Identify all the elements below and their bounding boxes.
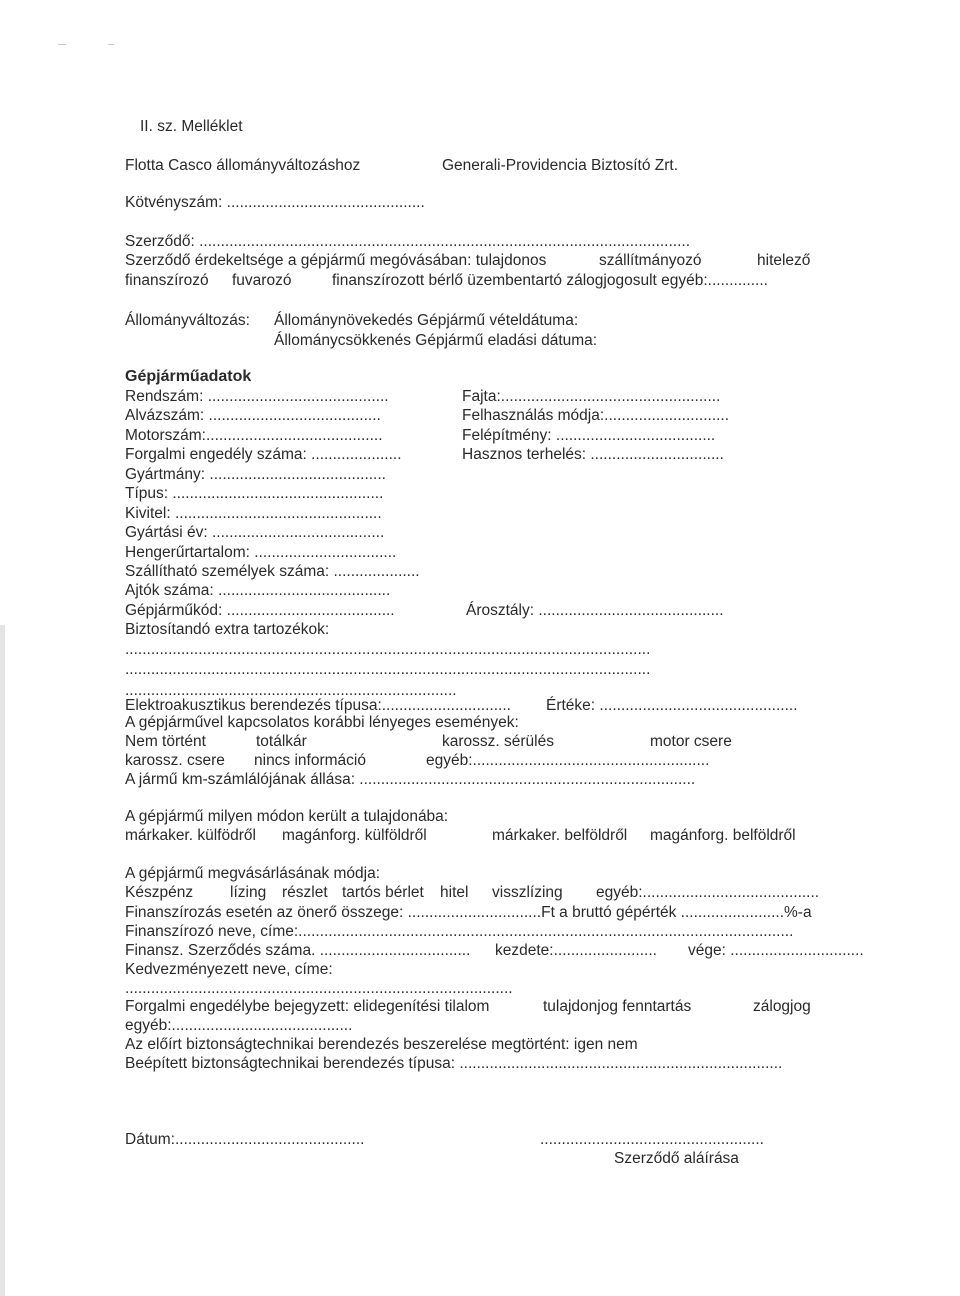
change-label: Állományváltozás: xyxy=(125,312,250,329)
field-gyartmany: Gyártmány: ......................................... xyxy=(125,466,386,483)
field-alvazszam: Alvázszám: ........................................ xyxy=(125,407,381,424)
extras-line: .......................................................................................................................... xyxy=(125,661,651,678)
insurer-name: Generali-Providencia Biztosító Zrt. xyxy=(442,157,679,174)
event-option-total: totálkár xyxy=(256,733,307,750)
acquisition-label: A gépjármű milyen módon került a tulajdonába: xyxy=(125,808,449,825)
scan-mark xyxy=(58,44,66,45)
registration-option-other: egyéb:.......................................... xyxy=(125,1017,353,1034)
extras-label: Biztosítandó extra tartozékok: xyxy=(125,621,330,638)
interest-option-financer: finanszírozó xyxy=(125,272,209,289)
field-felhasznalas: Felhasználás módja:............................. xyxy=(462,407,730,424)
field-contract-number: Finansz. Szerződés száma. ................................... xyxy=(125,942,471,959)
field-hasznos-terheles: Hasznos terhelés: ............................... xyxy=(462,446,724,463)
interest-option-transporter: fuvarozó xyxy=(232,272,292,289)
registration-label: Forgalmi engedélybe bejegyzett: elidegenítési tilalom xyxy=(125,998,490,1015)
field-km: A jármű km-számlálójának állása: .............................................................................. xyxy=(125,771,696,788)
change-increase: Állománynövekedés Gépjármű vételdátuma: xyxy=(274,312,579,329)
field-motorszam: Motorszám:......................................... xyxy=(125,427,383,444)
field-forgalmi-szam: Forgalmi engedély száma: ..................... xyxy=(125,446,402,463)
beneficiary-line: .......................................................................................... xyxy=(125,980,513,997)
field-tipus: Típus: ................................................. xyxy=(125,485,384,502)
events-label: A gépjárművel kapcsolatos korábbi lényeges események: xyxy=(125,714,519,731)
field-szallithato: Szállítható személyek száma: .................... xyxy=(125,563,420,580)
field-date: Dátum:............................................ xyxy=(125,1131,365,1148)
purchase-option-cash: Készpénz xyxy=(125,884,194,901)
purchase-option-leasing: lízing xyxy=(230,884,267,901)
signature-label: Szerződő aláírása xyxy=(614,1150,739,1167)
field-erteke: Értéke: .............................................. xyxy=(546,697,798,714)
contractor-field: Szerződő: .................................................................................................................. xyxy=(125,233,691,250)
extras-line: .......................................................................................................................... xyxy=(125,641,651,658)
security-installed: Az előírt biztonságtechnikai berendezés beszerelése megtörtént: igen nem xyxy=(125,1036,638,1053)
field-elektroakusztikus: Elektroakusztikus berendezés típusa:.............................. xyxy=(125,697,511,714)
field-gyartasi-ev: Gyártási év: ........................................ xyxy=(125,524,385,541)
signature-line: .................................................... xyxy=(540,1131,764,1148)
extras-line: ............................................................................. xyxy=(125,682,457,699)
event-option-body-damage: karossz. sérülés xyxy=(442,733,554,750)
registration-option-lien: zálogjog xyxy=(753,998,811,1015)
purchase-option-installment: részlet xyxy=(282,884,328,901)
field-contract-start: kezdete:........................ xyxy=(495,942,657,959)
vehicle-section-heading: Gépjárműadatok xyxy=(125,368,252,385)
scan-mark xyxy=(108,44,114,45)
interest-option-creditor: hitelező xyxy=(757,252,811,269)
field-arosztaly: Árosztály: ........................................... xyxy=(466,602,724,619)
field-contract-end: vége: ............................... xyxy=(688,942,864,959)
field-felepitmeny: Felépítmény: ..................................... xyxy=(462,427,716,444)
field-fajta: Fajta:................................................... xyxy=(462,388,721,405)
field-financer: Finanszírozó neve, címe:................................................................................................................... xyxy=(125,923,794,940)
interest-options-rest: finanszírozott bérlő üzembentartó zálogjogosult egyéb:.............. xyxy=(332,272,768,289)
form-title: Flotta Casco állományváltozáshoz xyxy=(125,157,361,174)
purchase-option-credit: hitel xyxy=(440,884,469,901)
field-gepjarmukod: Gépjárműkód: ....................................... xyxy=(125,602,395,619)
field-rendszam: Rendszám: .......................................... xyxy=(125,388,389,405)
event-option-none: Nem történt xyxy=(125,733,206,750)
field-hengerurtartalom: Hengerűrtartalom: ................................. xyxy=(125,544,397,561)
field-beneficiary: Kedvezményezett neve, címe: xyxy=(125,961,333,978)
purchase-label: A gépjármű megvásárlásának módja: xyxy=(125,865,381,882)
field-kivitel: Kivitel: ................................................ xyxy=(125,505,382,522)
purchase-option-rental: tartós bérlet xyxy=(342,884,424,901)
event-option-body-replace: karossz. csere xyxy=(125,752,225,769)
purchase-option-other: egyéb:......................................... xyxy=(596,884,820,901)
contractor-interest: Szerződő érdekeltsége a gépjármű megóvásában: tulajdonos xyxy=(125,252,547,269)
acquisition-option: magánforg. külföldről xyxy=(282,827,427,844)
policy-number-field: Kötvényszám: .............................................. xyxy=(125,194,425,211)
event-option-engine: motor csere xyxy=(650,733,732,750)
annex-label: II. sz. Melléklet xyxy=(140,118,243,135)
scan-shadow xyxy=(0,625,5,1296)
field-own-contribution: Finanszírozás esetén az önerő összege: ...............................Ft a bruttó gépérték ........................%-a xyxy=(125,904,812,921)
interest-option-carrier: szállítmányozó xyxy=(599,252,702,269)
event-option-no-info: nincs információ xyxy=(254,752,366,769)
purchase-option-leaseback: visszlízing xyxy=(492,884,563,901)
acquisition-option: márkaker. belföldről xyxy=(492,827,628,844)
field-ajtok: Ajtók száma: ........................................ xyxy=(125,582,391,599)
event-option-other: egyéb:....................................................... xyxy=(426,752,710,769)
change-decrease: Állománycsökkenés Gépjármű eladási dátuma: xyxy=(274,332,598,349)
acquisition-option: márkaker. külfödről xyxy=(125,827,256,844)
acquisition-option: magánforg. belföldről xyxy=(650,827,796,844)
field-security-type: Beépített biztonságtechnikai berendezés típusa: ........................................................................... xyxy=(125,1055,783,1072)
registration-option-retention: tulajdonjog fenntartás xyxy=(543,998,692,1015)
